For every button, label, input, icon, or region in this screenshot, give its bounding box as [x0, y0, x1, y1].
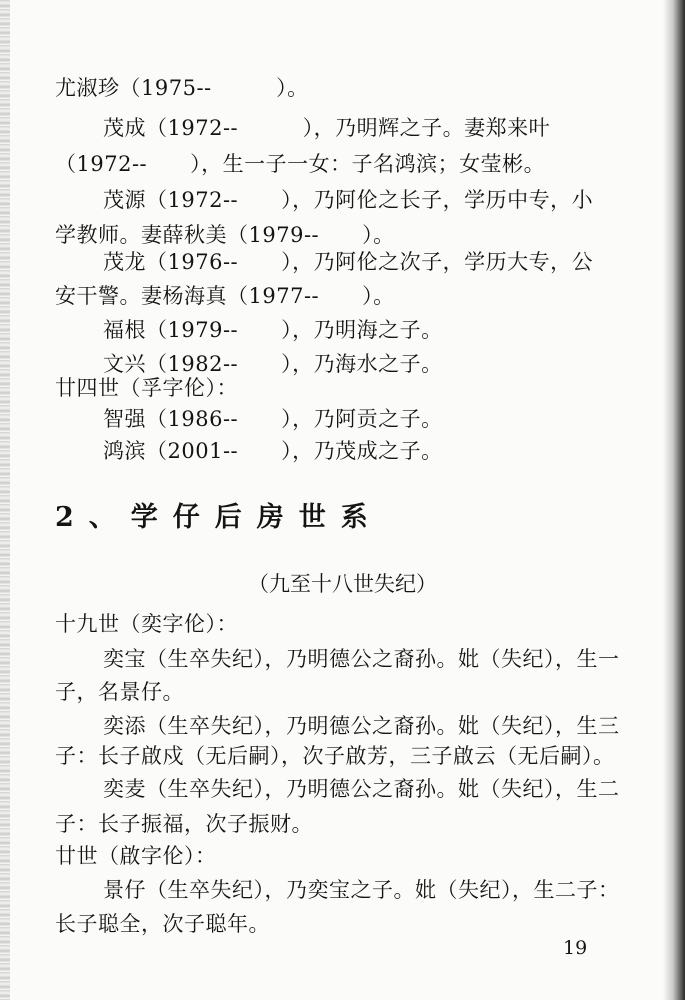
text-line: 子：长子啟戍（无后嗣），次子啟芳，三子啟云（无后嗣）。 [55, 744, 615, 768]
generation-heading: 十九世（奕字伦）： [55, 612, 238, 636]
text-line: 奕添（生卒失纪），乃明德公之裔孙。妣（失纪），生三 [103, 714, 620, 738]
text-line: 鸿滨（2001-- ），乃茂成之子。 [103, 439, 443, 463]
text-line: 尤淑珍（1975-- ）。 [55, 76, 309, 100]
text-line: 子：长子振福，次子振财。 [55, 812, 313, 836]
text-line: 文兴（1982-- ），乃海水之子。 [103, 352, 443, 376]
text-line: 福根（1979-- ），乃明海之子。 [103, 318, 443, 342]
text-line: 子，名景仔。 [55, 680, 184, 704]
text-line: 安干警。妻杨海真（1977-- ）。 [55, 284, 395, 308]
section-heading: 2、学仔后房世系 [55, 502, 383, 533]
generation-heading: 廿世（啟字伦）： [55, 844, 217, 868]
generation-heading: 廿四世（孚字伦）： [55, 376, 238, 400]
text-line: 茂成（1972-- ），乃明辉之子。妻郑来叶 [103, 116, 551, 140]
scan-edge-right [663, 0, 685, 1000]
text-line: 茂龙（1976-- ），乃阿伦之次子，学历大专，公 [103, 250, 594, 274]
page-number: 19 [563, 937, 588, 959]
text-line: （1972-- ），生一子一女：子名鸿滨；女莹彬。 [55, 152, 546, 176]
text-line: 智强（1986-- ），乃阿贡之子。 [103, 407, 443, 431]
text-line: 奕麦（生卒失纪），乃明德公之裔孙。妣（失纪），生二 [103, 777, 620, 801]
section-note: （九至十八世失纪） [248, 572, 437, 596]
text-line: 茂源（1972-- ），乃阿伦之长子，学历中专，小 [103, 188, 594, 212]
text-line: 长子聪全，次子聪年。 [55, 912, 270, 936]
scan-edge-left [0, 0, 10, 1000]
text-line: 学教师。妻薛秋美（1979-- ）。 [55, 223, 395, 247]
text-line: 景仔（生卒失纪），乃奕宝之子。妣（失纪），生二子： [103, 878, 620, 902]
text-line: 奕宝（生卒失纪），乃明德公之裔孙。妣（失纪），生一 [103, 647, 620, 671]
